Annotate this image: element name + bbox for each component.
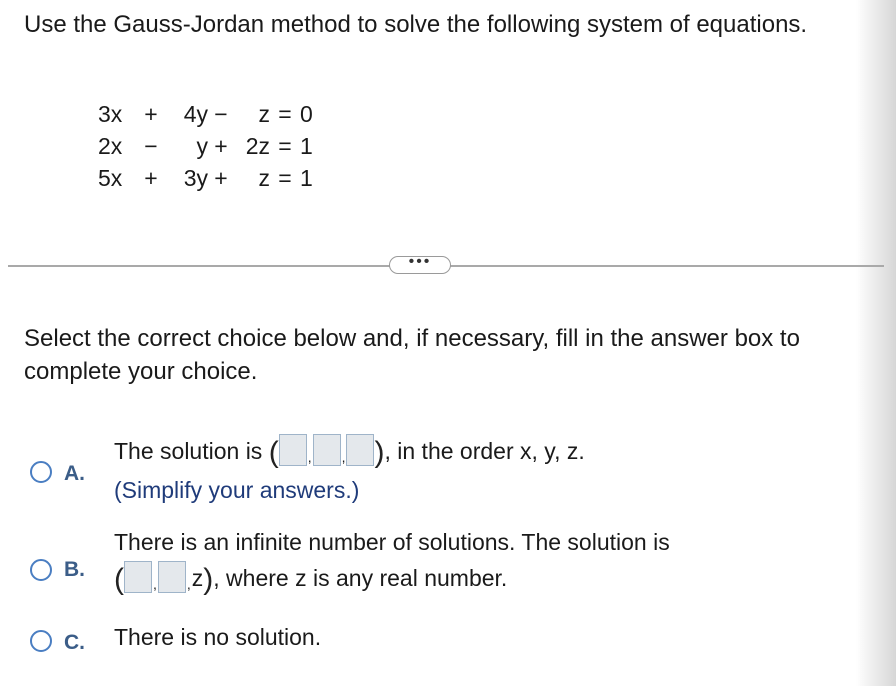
expand-more-button[interactable] <box>389 253 451 274</box>
choice-a-radio[interactable] <box>30 461 52 483</box>
answer-box-x[interactable] <box>279 434 307 466</box>
choice-a-prefix: The solution is <box>114 438 263 464</box>
choice-c-letter: C. <box>64 631 85 654</box>
close-paren: ) <box>203 563 214 596</box>
term: 2x <box>98 132 123 159</box>
operator: + <box>144 164 158 191</box>
constant: 0 <box>300 100 313 127</box>
operator: + <box>214 164 228 191</box>
constant: 1 <box>300 164 313 191</box>
comma: , <box>153 576 157 592</box>
instructions-text: Select the correct choice below and, if necessary, fill in the answer box to complete your choice. <box>24 325 800 385</box>
operator: + <box>214 132 228 159</box>
answer-box-y[interactable] <box>313 434 341 466</box>
equation-row <box>98 130 320 162</box>
term: 2z <box>245 132 270 159</box>
equation-system <box>98 98 320 194</box>
choice-a-suffix: , in the order x, y, z. <box>384 438 585 464</box>
equals-sign: = <box>278 164 292 191</box>
term: z <box>258 164 270 191</box>
choice-a-hint: (Simplify your answers.) <box>114 477 360 503</box>
term: y <box>196 132 208 159</box>
comma: , <box>307 449 312 465</box>
open-paren: ( <box>114 563 124 596</box>
term: z <box>258 100 270 127</box>
close-paren: ) <box>374 436 385 469</box>
choice-c-radio[interactable] <box>30 630 52 652</box>
term: 3x <box>98 100 123 127</box>
answer-box-y[interactable] <box>158 561 186 593</box>
equation-row <box>98 162 320 194</box>
equals-sign: = <box>278 132 292 159</box>
comma: , <box>341 449 346 465</box>
ellipsis-icon: ••• <box>408 253 432 270</box>
choice-a-letter: A. <box>64 462 85 485</box>
z-variable: z <box>191 565 204 591</box>
choice-b-letter: B. <box>64 558 85 581</box>
answer-box-x[interactable] <box>124 561 152 593</box>
constant: 1 <box>300 132 313 159</box>
open-paren: ( <box>268 436 279 469</box>
answer-box-z[interactable] <box>346 434 374 466</box>
operator: − <box>214 100 228 127</box>
term: 3y <box>183 164 208 191</box>
equation-row <box>98 98 320 130</box>
choice-b-radio[interactable] <box>30 559 52 581</box>
comma: , <box>186 576 191 592</box>
choice-b-line1: There is an infinite number of solutions. The solution is <box>114 529 670 555</box>
equals-sign: = <box>278 100 292 127</box>
choice-c-text: There is no solution. <box>114 624 322 650</box>
choice-b-line2 <box>114 561 507 597</box>
operator: − <box>144 132 158 159</box>
choice-b-suffix: , where z is any real number. <box>213 565 508 591</box>
operator: + <box>144 100 158 127</box>
choice-a-text <box>114 434 585 470</box>
term: 5x <box>98 164 123 191</box>
term: 4y <box>183 100 208 127</box>
question-text: Use the Gauss-Jordan method to solve the following system of equations. <box>24 11 808 38</box>
